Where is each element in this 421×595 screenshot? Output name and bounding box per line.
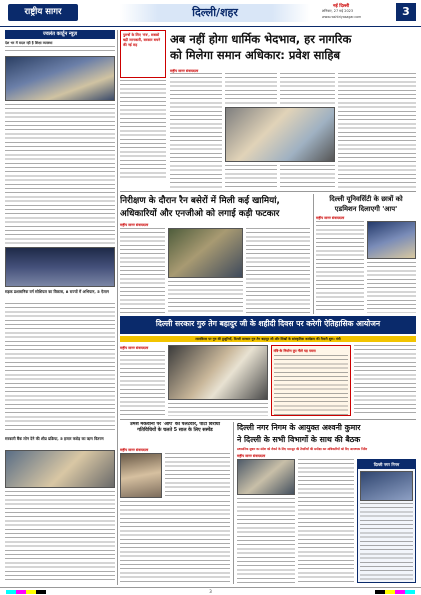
sidebar-intro: देश भर में बदल रही है शिक्षा व्यवस्था (5, 41, 53, 45)
story5-headline: उमेश मकवाना पर 'आप' का पलटवार, पार्टी विरोधी गतिविधियों के चलते 5 साल के लिए सस्पेंड (129, 422, 221, 433)
lead-headline-l1: अब नहीं होगा धार्मिक भेदभाव, हर नागरिक (170, 32, 352, 46)
story4-headline: दिल्ली सरकार गुरु तेग बहादुर जी के शहीदी दिवस पर करेगी ऐतिहासिक आयोजन (155, 319, 381, 328)
column-rule-2 (313, 194, 314, 314)
story4-byline: राष्ट्रीय सागर संवाददाता (120, 346, 149, 350)
lead-text-3 (225, 165, 277, 188)
lead-box-text: पुरुषों के लिए 'मंत्र', सबको बड़ी जानकारी, सरकार बचने की नई राह (123, 33, 161, 47)
lead-box-col (120, 80, 166, 180)
story6-ad-text (360, 503, 413, 583)
story3-headline-l1: दिल्ली यूनिवर्सिटी के छात्रों को (329, 195, 403, 203)
story5-photo (120, 453, 162, 498)
footer-page-mark: 3 (209, 589, 212, 594)
story3-text-2 (367, 262, 416, 313)
lead-box (120, 30, 166, 78)
lead-text-6 (338, 73, 416, 188)
column-rule-1 (117, 30, 118, 585)
story4-text-1 (120, 351, 165, 416)
story6-byline: राष्ट्रीय सागर संवाददाता (237, 454, 266, 458)
lead-photo (225, 107, 335, 162)
row-rule-2 (120, 419, 416, 420)
story6-strap: प्रशासनिक सुधार का संदेश को रोकने के लिए मानसून की तैयारियों की समीक्षा कर अधिकारियों को दिए आवश्यक निर्देश (237, 447, 368, 451)
footer-bar (0, 587, 421, 595)
story6-ad-photo (360, 471, 413, 501)
story2-headline-l2: अधिकारियों और एनजीओ को लगाई कड़ी फटकार (120, 209, 280, 219)
story6-text-1 (237, 498, 295, 583)
row-rule-1 (120, 191, 416, 192)
lead-byline: राष्ट्रीय सागर संवाददाता (170, 69, 199, 73)
sidebar-tag: ज्वलंत कार्टून न्यूज़ (5, 30, 115, 39)
color-registration-right (375, 590, 415, 594)
story3-byline: राष्ट्रीय सागर संवाददाता (316, 216, 345, 220)
lead-headline-l2: को मिलेगा समान अधिकार: प्रवेश साहिब (170, 48, 341, 62)
lead-text-5 (280, 165, 335, 188)
masthead-website: www.rashtriyasagar.com (322, 15, 362, 19)
story6-ad-title: दिल्ली नगर निगम (358, 460, 415, 469)
story3-headline-l2: एडमिशन दिलाएगी 'आप' (334, 205, 398, 213)
sidebar-column (5, 30, 115, 585)
story5-text-2 (120, 501, 230, 583)
story4-strap: लालकिला पर गुरु की हुज़ूरियाँ, दिल्ली सरकार गुरु तेग बहादुर जी और सिखों के सांस्कृतिक कार्यक्रम की तैयारी शुरू: मंत्री (120, 336, 416, 342)
story4-photo (168, 345, 268, 400)
story3-text-1 (316, 221, 364, 313)
story6-headline-l2: ने दिल्ली के सभी विभागों के साथ की बैठक (237, 435, 361, 444)
story6-headline-l1: दिल्ली नगर निगम के आयुक्त अश्वनी कुमार (237, 423, 361, 432)
story2-headline-l1: निरीक्षण के दौरान रैन बसेरों में मिली कई खामियां, (120, 196, 280, 206)
masthead-date: शनिवार, 27 मई 2023 (322, 9, 354, 13)
story5-text-1 (165, 453, 230, 498)
section-title: दिल्ली/शहर (192, 6, 238, 19)
sidebar-headline-2: सड़क प्रशासनिक वर्ग सोशियल का विकास, 8 राज्यों में अभियान, 5 ऐलान (5, 289, 109, 294)
sidebar-text-2 (5, 104, 115, 244)
color-registration-left (6, 590, 46, 594)
story4-box-text (274, 355, 348, 415)
story4-box (271, 345, 351, 416)
story6-photo (237, 459, 295, 495)
story6-text-2 (298, 459, 354, 583)
lead-text-1 (170, 73, 222, 188)
story2-text-3 (246, 228, 310, 313)
sidebar-text-3 (5, 303, 115, 433)
story2-byline: राष्ट्रीय सागर संवाददाता (120, 223, 149, 227)
sidebar-photo-2 (5, 247, 115, 287)
lead-text-4 (280, 73, 335, 105)
story2-text-1 (120, 228, 165, 313)
sidebar-photo-3 (5, 450, 115, 488)
column-rule-3 (233, 422, 234, 584)
sidebar-photo-1 (5, 56, 115, 101)
masthead-city: नई दिल्ली (333, 4, 350, 9)
story3-photo (367, 221, 416, 259)
lead-text-2 (225, 73, 277, 105)
brand-logo: राष्ट्रीय सागर (8, 4, 78, 21)
sidebar-text-1 (5, 46, 115, 54)
story6-ad (357, 459, 416, 583)
story2-photo (168, 228, 243, 278)
story4-box-title: मंत्रि-के निर्माण ग्रुप नीले यह पत्रता (273, 348, 316, 353)
sidebar-headline-3: सरकारी बैंक लोन देने की शीघ्र प्रक्रिया, 5 हजार करोड़ का ऋण वितरण (5, 436, 104, 441)
story2-text-2 (168, 281, 243, 313)
story4-text-2 (168, 403, 268, 416)
story4-text-3 (354, 345, 416, 416)
masthead (0, 0, 421, 27)
story5-byline: राष्ट्रीय सागर संवाददाता (120, 448, 149, 452)
page-number: 3 (396, 3, 416, 21)
sidebar-text-4 (5, 491, 115, 583)
